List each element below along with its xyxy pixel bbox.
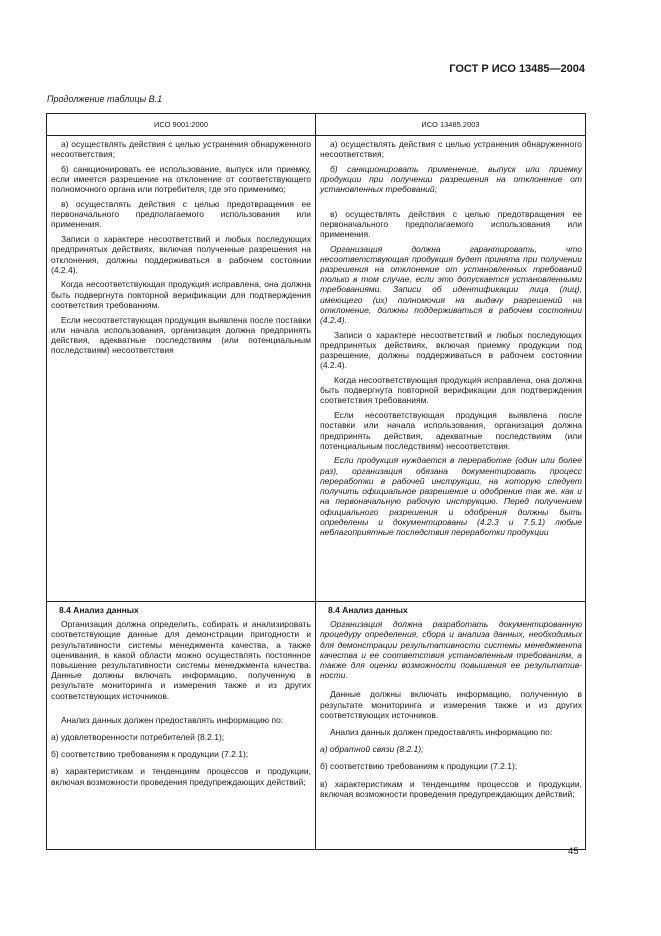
right-top-paragraph: а) осуществлять действия с целью устранения обнаруженного несоответствия; — [320, 139, 582, 160]
right-bottom-paragraph: Организация должна разработать документированную процедуру определения, сбора и анализа данных, необходимых для демонстрации результативности системы менеджмента качества и ее соответствия установленным требованиям, а также для оценки возможности повышения ее результативности. — [320, 619, 582, 681]
right-top-paragraph: Когда несоответствующая продукция исправлена, она должна быть подвергнута повторной верификации для подтверждения соответствия требованиям. — [320, 375, 582, 406]
header-row-divider — [47, 135, 585, 136]
left-bottom-paragraph: б) соответствию требованиям к продукции (7.2.1); — [51, 749, 249, 760]
right-top-paragraph: Организация должна гарантировать, что несоответствующая продукция будет принята при получении разрешения на отклонение от установленных требований только в том случае, если это допускается установленными требованиями. Записи об идентификации лица (лиц), имеющего (их) полномочия на выдачу разрешений на отклонение, должны поддерживаться в рабочем состоянии (4.2.4). — [320, 243, 582, 326]
column-header-right: ИСО 13485.2003 — [421, 120, 480, 129]
right-bottom-paragraph: Данные должны включать информацию, полученную в результате мониторинга и измерения также и из других соответствующих источников. — [320, 689, 582, 720]
right-top-paragraph: Записи о характере несоответствий и любых последующих предпринятых действиях, включая приемку продукции под разрешение, должны поддерживаться в рабочем состоянии (4.2.4). — [320, 329, 582, 371]
right-bottom-cell — [320, 605, 582, 804]
left-top-paragraph: Записи о характере несоответствий и любых последующих предпринятых действиях, включая полученные разрешения на отклонения, должны поддерживаться в рабочем состоянии (4.2.4). — [51, 234, 311, 275]
left-top-cell — [51, 139, 311, 360]
section-heading: 8.4 Анализ данных — [328, 605, 408, 615]
document-header: ГОСТ Р ИСО 13485—2004 — [449, 63, 585, 75]
right-bottom-paragraph: б) соответствию требованиям к продукции (7.2.1); — [320, 761, 518, 772]
right-top-paragraph: Если продукция нуждается в переработке (один или более раз), организация обязана документировать процесс переработки в рабочей инструкции, на которую следует получить официальное разрешение и одобрение так же, как и на первоначальную рабочую инструкцию. Перед получением официального разрешения и одобрения должны быть определены и документированы (4.2.3 и 7.5.1) любые неблагоприятные последствия переработки продукции — [320, 455, 582, 537]
left-top-paragraph: в) осуществлять действия с целью предотвращения ее первоначального предполагаемого использования или применения. — [51, 199, 311, 230]
right-bottom-paragraph: Анализ данных должен предоставлять информацию по: — [330, 727, 553, 738]
right-bottom-paragraph: в) характеристикам и тенденциям процессов и продукции, включая возможности проведения предупреждающих действий; — [320, 778, 582, 799]
column-divider — [315, 114, 316, 849]
right-top-cell — [320, 139, 582, 542]
left-top-paragraph: б) санкционировать ее использование, выпуск или приемку, если имеется разрешение на отклонение от соответствующего полномочного органа или потребителя, где это применимо; — [51, 163, 311, 195]
comparison-table — [46, 113, 586, 850]
left-bottom-paragraph: Организация должна определить, собирать и анализировать соответствующие данные для демонстрации пригодности и результативности системы менеджмента качества, а также оценивания, в какой области можно осуществлять постоянное повышение результативности системы менеджмента качества. Данные должны включать информацию, полученную в результате мониторинга и измерения также и из других соответствующих источников. — [51, 619, 311, 701]
left-top-paragraph: Когда несоответствующая продукция исправлена, она должна быть подвергнута повторной верификации для подтверждения соответствия требованиям. — [51, 279, 311, 310]
left-top-paragraph: Если несоответствующая продукция выявлена после поставки или начала использования, организация должна предпринять действия, адекватные последствиям (или потенциальным последствиям) несоответствия — [51, 314, 311, 356]
section-row-divider — [47, 601, 585, 602]
left-top-paragraph: а) осуществлять действия с целью устранения обнаруженного несоответствия; — [51, 139, 311, 160]
right-top-paragraph: в) осуществлять действия с целью предотвращения ее первоначального предполагаемого использования или применения. — [320, 208, 582, 239]
left-bottom-cell — [51, 605, 311, 791]
right-bottom-paragraph: а) обратной связи (8.2.1); — [320, 744, 424, 755]
left-bottom-paragraph: а) удовлетворенности потребителей (8.2.1); — [51, 732, 225, 743]
right-top-paragraph: Если несоответствующая продукция выявлена после поставки или начала использования, организация должна предпринять действия, адекватные последствиям (или потенциальным последствиям) несоответствия. — [320, 410, 582, 451]
section-heading: 8.4 Анализ данных — [59, 605, 139, 615]
left-bottom-paragraph: Анализ данных должен предоставлять информацию по: — [61, 714, 284, 725]
right-top-paragraph: б) санкционировать применение, выпуск или приемку продукции при получении разрешения на отклонение от установленных требований; — [320, 163, 582, 195]
left-bottom-paragraph: в) характеристикам и тенденциям процессов и продукции, включая возможности проведения предупреждающих действий; — [51, 766, 311, 787]
table-caption: Продолжение таблицы В.1 — [47, 94, 163, 104]
page-number: 45 — [568, 846, 579, 857]
column-header-left: ИСО 9001:2000 — [153, 120, 208, 129]
